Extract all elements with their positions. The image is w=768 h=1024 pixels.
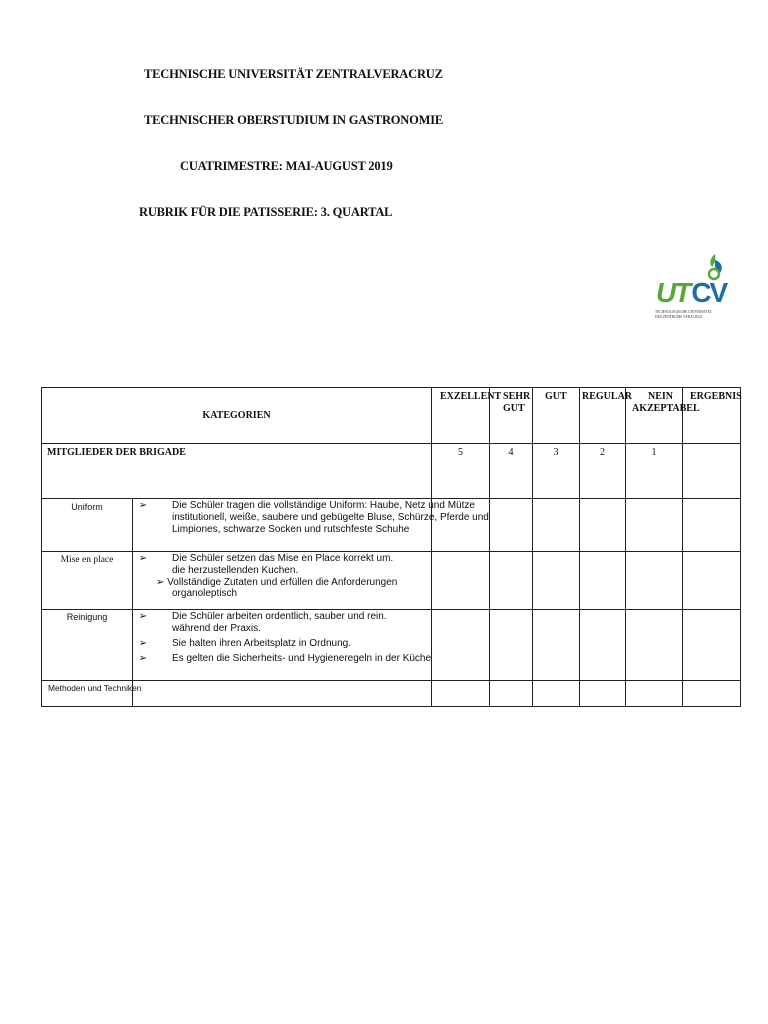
- mise-score-regular: [580, 552, 626, 610]
- logo-wordmark: UTCV: [656, 277, 727, 308]
- mise-score-sehr-gut: [490, 552, 533, 610]
- brigade-result: [683, 444, 741, 499]
- score-4: 4: [490, 444, 533, 499]
- bullet-icon: ➢: [138, 500, 148, 511]
- logo-tagline: TECHNOLOGISCHE UNIVERSITÄT DES ZENTRUMS VERACRUZ: [655, 310, 712, 319]
- university-heading: TECHNISCHE UNIVERSITÄT ZENTRALVERACRUZ: [144, 67, 443, 81]
- term-heading: CUATRIMESTRE: MAI-AUGUST 2019: [180, 159, 393, 173]
- uniform-label: Uniform: [42, 499, 133, 552]
- bullet-icon: ➢: [156, 577, 165, 588]
- reinigung-label: Reinigung: [42, 610, 133, 681]
- uniform-result: [683, 499, 741, 552]
- uniform-score-exzellent: [432, 499, 490, 552]
- mise-result: [683, 552, 741, 610]
- reinigung-score-gut: [533, 610, 580, 681]
- row-uniform: [42, 499, 741, 552]
- reinigung-result: [683, 610, 741, 681]
- row-mise-en-place: [42, 552, 741, 610]
- methoden-score-gut: [533, 681, 580, 707]
- uniform-score-gut: [533, 499, 580, 552]
- header-gut: GUT: [533, 388, 580, 444]
- reinigung-score-regular: [580, 610, 626, 681]
- reinigung-criteria: ➢ Die Schüler arbeiten ordentlich, sauber und rein. während der Praxis. ➢ Sie halten ihren Arbeitsplatz in Ordnung. ➢ Es gelten die Sicherheits- und Hygieneregeln in der Küche: [133, 610, 432, 681]
- header-regular: REGULAR: [580, 388, 626, 444]
- score-1: 1: [626, 444, 683, 499]
- mise-score-exzellent: [432, 552, 490, 610]
- header-row: [42, 388, 741, 444]
- bullet-icon: ➢: [138, 653, 148, 664]
- utcv-logo: [652, 252, 734, 324]
- reinigung-score-exzellent: [432, 610, 490, 681]
- methoden-score-exzellent: [432, 681, 490, 707]
- brigade-label: MITGLIEDER DER BRIGADE: [42, 444, 432, 499]
- mise-label: Mise en place: [42, 552, 133, 610]
- uniform-score-regular: [580, 499, 626, 552]
- methoden-label: Methoden und Techniken: [42, 681, 133, 707]
- header-category: KATEGORIEN: [42, 388, 432, 444]
- score-3: 3: [533, 444, 580, 499]
- methoden-criteria: [133, 681, 432, 707]
- header-nein-akzeptabel: NEIN AKZEPTABEL: [626, 388, 683, 444]
- reinigung-score-sehr-gut: [490, 610, 533, 681]
- row-methoden: [42, 681, 741, 707]
- score-5: 5: [432, 444, 490, 499]
- header-sehr-gut: SEHR GUT: [490, 388, 533, 444]
- methoden-score-nein: [626, 681, 683, 707]
- methoden-score-regular: [580, 681, 626, 707]
- header-ergebnis: ERGEBNIS: [683, 388, 741, 444]
- methoden-score-sehr-gut: [490, 681, 533, 707]
- mise-score-nein: [626, 552, 683, 610]
- score-2: 2: [580, 444, 626, 499]
- mise-criteria: ➢ Die Schüler setzen das Mise en Place korrekt um. die herzustellenden Kuchen. ➢ Vollständige Zutaten und erfüllen die Anforderungen organoleptisch: [133, 552, 432, 610]
- bullet-icon: ➢: [138, 553, 148, 564]
- mise-score-gut: [533, 552, 580, 610]
- row-reinigung: [42, 610, 741, 681]
- rubric-table: [41, 387, 741, 707]
- bullet-icon: ➢: [138, 638, 148, 649]
- brigade-row: [42, 444, 741, 499]
- uniform-criteria: ➢ Die Schüler tragen die vollständige Uniform: Haube, Netz und Mütze institutionell, weiße, saubere und gebügelte Bluse, Schürze, Pferde und Limpiones, schwarze Socken und rutschfeste Schuhe: [133, 499, 432, 552]
- rubric-title: RUBRIK FÜR DIE PATISSERIE: 3. QUARTAL: [139, 205, 393, 219]
- bullet-icon: ➢: [138, 611, 148, 622]
- program-heading: TECHNISCHER OBERSTUDIUM IN GASTRONOMIE: [144, 113, 444, 127]
- header-exzellent: EXZELLENT: [432, 388, 490, 444]
- uniform-score-sehr-gut: [490, 499, 533, 552]
- reinigung-score-nein: [626, 610, 683, 681]
- methoden-result: [683, 681, 741, 707]
- uniform-score-nein: [626, 499, 683, 552]
